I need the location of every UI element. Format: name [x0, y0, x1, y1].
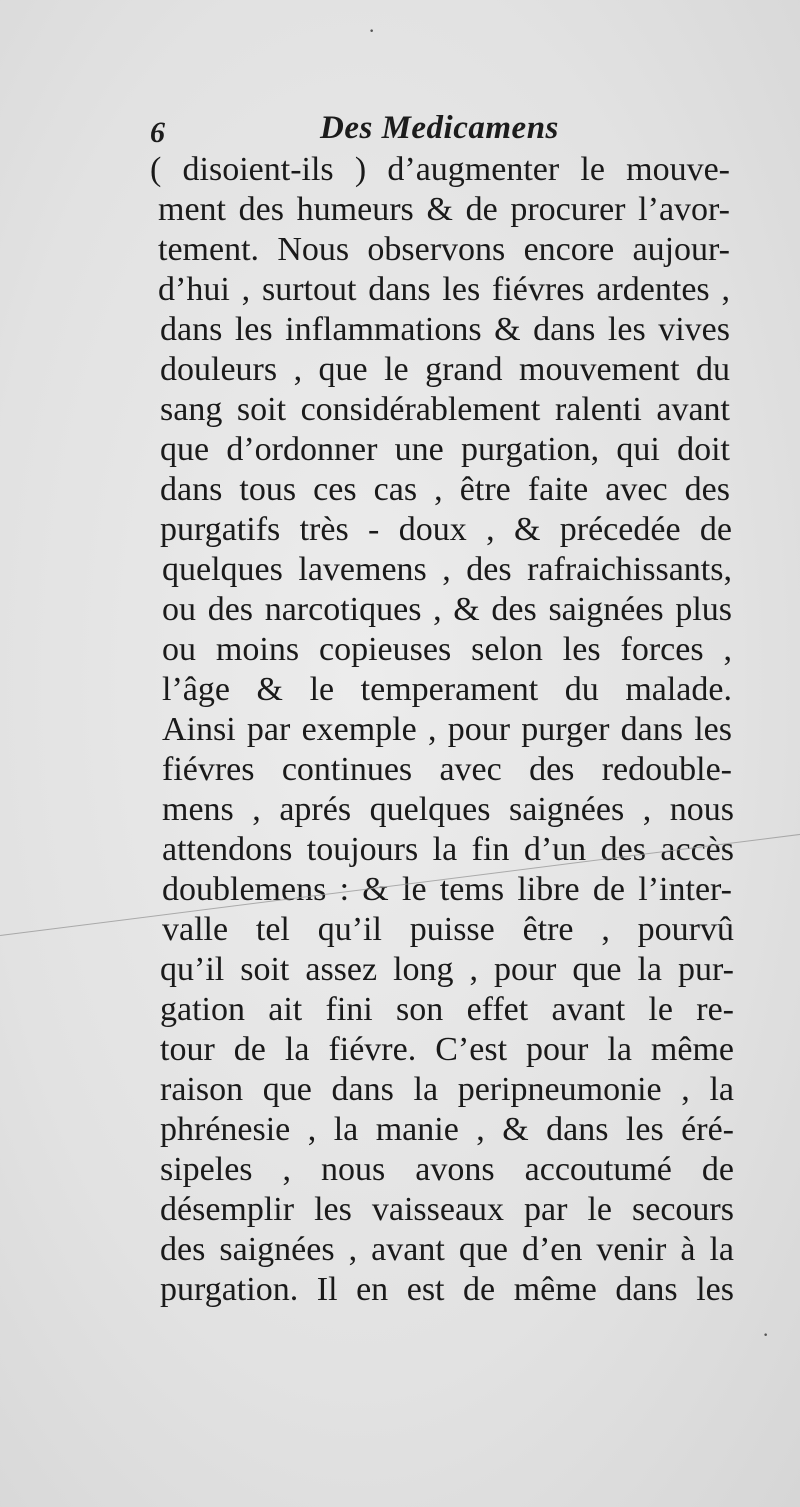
text-line: tement. Nous observons encore aujour-	[158, 231, 730, 268]
text-line: d’hui , surtout dans les fiévres ardentes ,	[158, 271, 730, 308]
ink-speck: ·	[368, 18, 376, 43]
text-line: dans tous ces cas , être faite avec des	[160, 471, 730, 508]
page-number: 6	[150, 116, 165, 149]
text-line: attendons toujours la fin d’un des accès	[162, 831, 734, 868]
text-line: mens , aprés quelques saignées , nous	[162, 791, 734, 828]
text-line: des saignées , avant que d’en venir à la	[160, 1231, 734, 1268]
text-line: fiévres continues avec des redouble-	[162, 751, 732, 788]
text-line: phrénesie , la manie , & dans les éré-	[160, 1111, 734, 1148]
text-line: dans les inflammations & dans les vives	[160, 311, 730, 348]
text-line: ( disoient-ils ) d’augmenter le mouve-	[150, 151, 730, 188]
text-line: douleurs , que le grand mouvement du	[160, 351, 730, 388]
text-line: doublemens : & le tems libre de l’inter-	[162, 871, 732, 908]
text-line: valle tel qu’il puisse être , pourvû	[162, 911, 734, 948]
text-line: purgation. Il en est de même dans les	[160, 1271, 734, 1308]
text-line: Ainsi par exemple , pour purger dans les	[162, 711, 732, 748]
text-line: tour de la fiévre. C’est pour la même	[160, 1031, 734, 1068]
ink-speck: ·	[762, 1322, 770, 1347]
text-line: sipeles , nous avons accoutumé de	[160, 1151, 734, 1188]
text-line: quelques lavemens , des rafraichissants,	[162, 551, 732, 588]
text-line: gation ait fini son effet avant le re-	[160, 991, 734, 1028]
text-line: ou des narcotiques , & des saignées plus	[162, 591, 732, 628]
running-head: Des Medicamens	[320, 110, 559, 146]
text-line: purgatifs très - doux , & précedée de	[160, 511, 732, 548]
text-line: sang soit considérablement ralenti avant	[160, 391, 730, 428]
text-line: ment des humeurs & de procurer l’avor-	[158, 191, 730, 228]
text-line: que d’ordonner une purgation, qui doit	[160, 431, 730, 468]
text-line: ou moins copieuses selon les forces ,	[162, 631, 732, 668]
text-line: l’âge & le temperament du malade.	[162, 671, 732, 708]
text-line: désemplir les vaisseaux par le secours	[160, 1191, 734, 1228]
text-line: raison que dans la peripneumonie , la	[160, 1071, 734, 1108]
text-line: qu’il soit assez long , pour que la pur-	[160, 951, 734, 988]
